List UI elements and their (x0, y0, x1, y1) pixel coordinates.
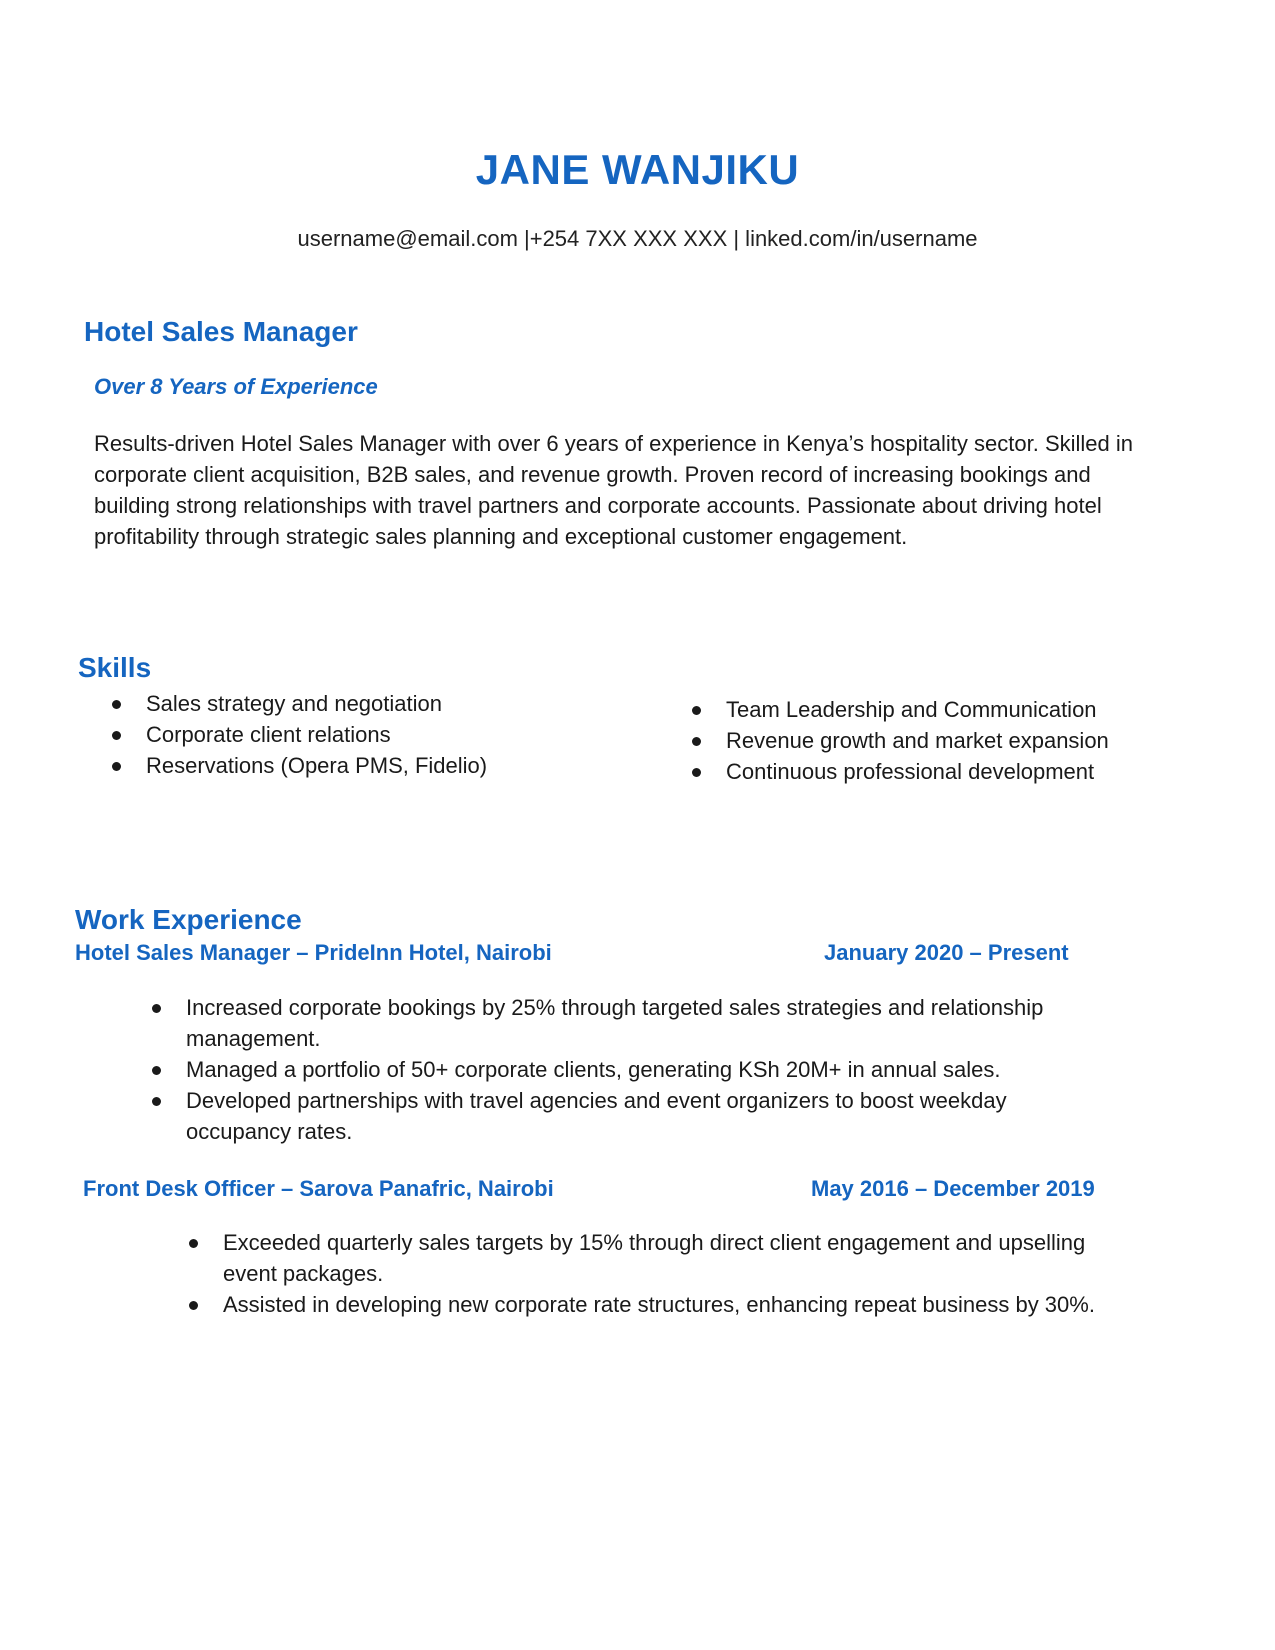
job-achievements (187, 1227, 1107, 1320)
achievement-item: Increased corporate bookings by 25% through targeted sales strategies and relationship management. (150, 992, 1090, 1054)
work-experience-heading: Work Experience (75, 904, 302, 935)
skills-list-left (110, 688, 487, 781)
skill-item: Sales strategy and negotiation (110, 688, 487, 719)
achievement-item: Exceeded quarterly sales targets by 15% through direct client engagement and upselling event packages. (187, 1227, 1107, 1289)
skills-heading: Skills (78, 652, 152, 683)
professional-summary: Results-driven Hotel Sales Manager with over 6 years of experience in Kenya’s hospitality sector. Skilled in corporate client acquisition, B2B sales, and revenue growth. Proven record of increasing bookings and building strong relationships with travel partners and corporate accounts. Passionate about driving hotel profitability through strategic sales planning and exceptional customer engagement. (94, 431, 1133, 549)
job-dates: January 2020 – Present (824, 940, 1069, 965)
achievement-item: Assisted in developing new corporate rate structures, enhancing repeat business by 30%. (187, 1289, 1107, 1320)
skills-list-right (690, 694, 1109, 787)
contact-info: username@email.com |+254 7XX XXX XXX | linked.com/in/username (297, 226, 978, 251)
candidate-name: JANE WANJIKU (475, 146, 800, 193)
achievement-item: Developed partnerships with travel agencies and event organizers to boost weekday occupancy rates. (150, 1085, 1090, 1147)
profile-title: Hotel Sales Manager (84, 316, 358, 347)
job-dates: May 2016 – December 2019 (811, 1176, 1095, 1201)
experience-tagline: Over 8 Years of Experience (94, 374, 378, 399)
skill-item: Team Leadership and Communication (690, 694, 1109, 725)
skill-item: Reservations (Opera PMS, Fidelio) (110, 750, 487, 781)
skill-item: Revenue growth and market expansion (690, 725, 1109, 756)
job-achievements (150, 992, 1090, 1147)
achievement-item: Managed a portfolio of 50+ corporate clients, generating KSh 20M+ in annual sales. (150, 1054, 1090, 1085)
job-role: Hotel Sales Manager – PrideInn Hotel, Nairobi (75, 940, 552, 965)
skill-item: Corporate client relations (110, 719, 487, 750)
job-role: Front Desk Officer – Sarova Panafric, Nairobi (83, 1176, 554, 1201)
skill-item: Continuous professional development (690, 756, 1109, 787)
